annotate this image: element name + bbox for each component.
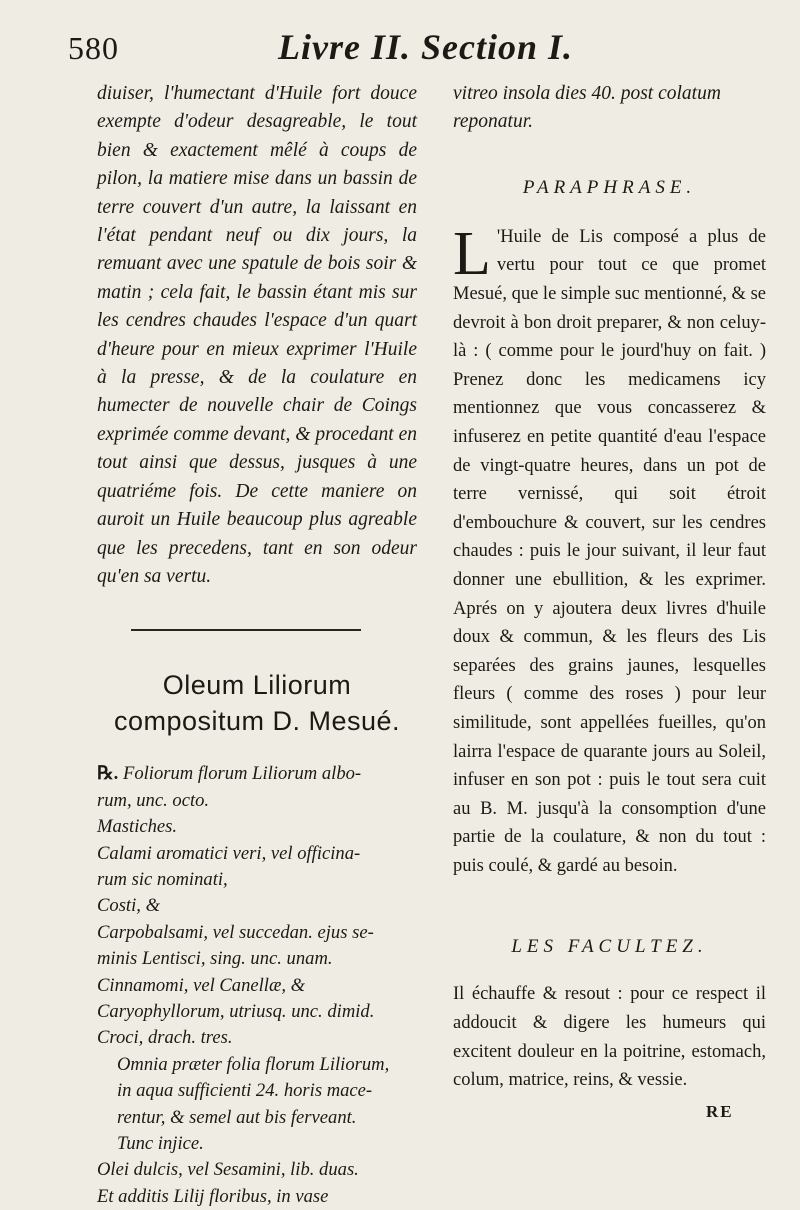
recipe-line: ℞. Foliorum florum Liliorum albo- — [97, 763, 362, 785]
paraphrase-text: 'Huile de Lis composé a plus de vertu pour tout ce que promet Mesué, que le simple suc mentionné, & se devroit à bon droit preparer, & non celuy-là : ( comme pour le jourd'huy on fait. ) Prenez donc les medicamens icy mentionnez que vous concasserez & infuserez en petite quantité d'eau l'espace de vingt-quatre heures, dans un pot de terre vernissé, qui soit étroit d'embouchure & couvert, sur les cendres chaudes : puis le jour suivant, il leur faut donner une ebullition, & les exprimer. Aprés on y ajoutera deux livres d'huile doux & commun, & les fleurs des Lis separées des grains jaunes, lesquelles fleurs ( comme des roses ) pour leur similitude, sont appellées fueilles, qu'on lairra l'espace de quarante jours au Soleil, infuser en son pot : puis le tout sera cuit au B. M. jusqu'à la consomption d'une partie de la coulature, & non du tout : puis coulé, & gardé au besoin. — [453, 226, 766, 876]
recipe-list — [97, 761, 417, 1210]
page-number: 580 — [68, 30, 119, 66]
running-title: Livre II. Section I. — [278, 27, 573, 67]
right-column — [453, 80, 766, 1095]
recipe-line: Costi, & — [97, 895, 161, 917]
recipe-line: in aqua sufficienti 24. horis mace- — [117, 1080, 373, 1102]
section-title: Oleum Liliorum compositum D. Mesué. — [113, 670, 401, 737]
recipe-line: Calami aromatici veri, vel officina- — [97, 842, 361, 864]
drop-cap: L — [453, 219, 491, 288]
recipe-line: Omnia præter folia florum Liliorum, — [117, 1053, 390, 1075]
paraphrase-heading: PARAPHRASE. — [522, 176, 697, 198]
catchword: RE — [706, 1102, 734, 1121]
recipe-line: Carpobalsami, vel succedan. ejus se- — [97, 921, 374, 943]
recipe-line: Caryophyllorum, utriusq. unc. dimid. — [97, 1000, 375, 1022]
recipe-line: Croci, drach. tres. — [97, 1027, 233, 1049]
recipe-line: Et additis Lilij floribus, in vase — [97, 1185, 329, 1207]
recipe-line: rum, unc. octo. — [97, 789, 210, 811]
recipe-symbol: ℞. — [97, 763, 119, 785]
paraphrase-paragraph — [453, 219, 766, 881]
recipe-line: rum sic nominati, — [97, 868, 228, 890]
left-column — [97, 80, 417, 1210]
section-divider — [131, 629, 361, 631]
recipe-line: minis Lentisci, sing. unc. unam. — [97, 948, 333, 970]
recipe-line: Tunc injice. — [117, 1133, 204, 1154]
recipe-line: rentur, & semel aut bis ferveant. — [117, 1106, 357, 1128]
recipe-line: Cinnamomi, vel Canellæ, & — [97, 974, 306, 996]
latin-paragraph: diuiser, l'humectant d'Huile fort douce exempte d'odeur desagreable, le tout bien & exactement mêlé à coups de pilon, la matiere mise dans un bassin de terre couvert d'un autre, la laissant en l'état pendant neuf ou dix jours, la remuant avec une spatule de bois soir & matin ; cela fait, le bassin étant mis sur les cendres chaudes l'espace d'un quart d'heure pour en mieux exprimer l'Huile à la presse, & de la coulature en humecter de nouvelle chair de Coings exprimée comme devant, & procedant en tout ainsi que dessus, jusques à une quatriéme fois. De cette maniere on auroit un Huile beaucoup plus agreable que les precedens, tant en son odeur qu'en sa vertu. — [97, 83, 417, 587]
recipe-line: Olei dulcis, vel Sesamini, lib. duas. — [97, 1159, 359, 1181]
page-header — [0, 22, 800, 82]
recipe-line: Mastiches. — [97, 816, 178, 838]
facultez-paragraph: Il échauffe & resout : pour ce respect il addoucit & digere les humeurs qui excitent douleur en la poitrine, estomach, colum, matrice, reins, & vessie. — [453, 984, 766, 1091]
facultez-heading: LES FACULTEZ. — [511, 936, 708, 958]
latin-continuation: vitreo insola dies 40. post colatum reponatur. — [453, 83, 721, 133]
